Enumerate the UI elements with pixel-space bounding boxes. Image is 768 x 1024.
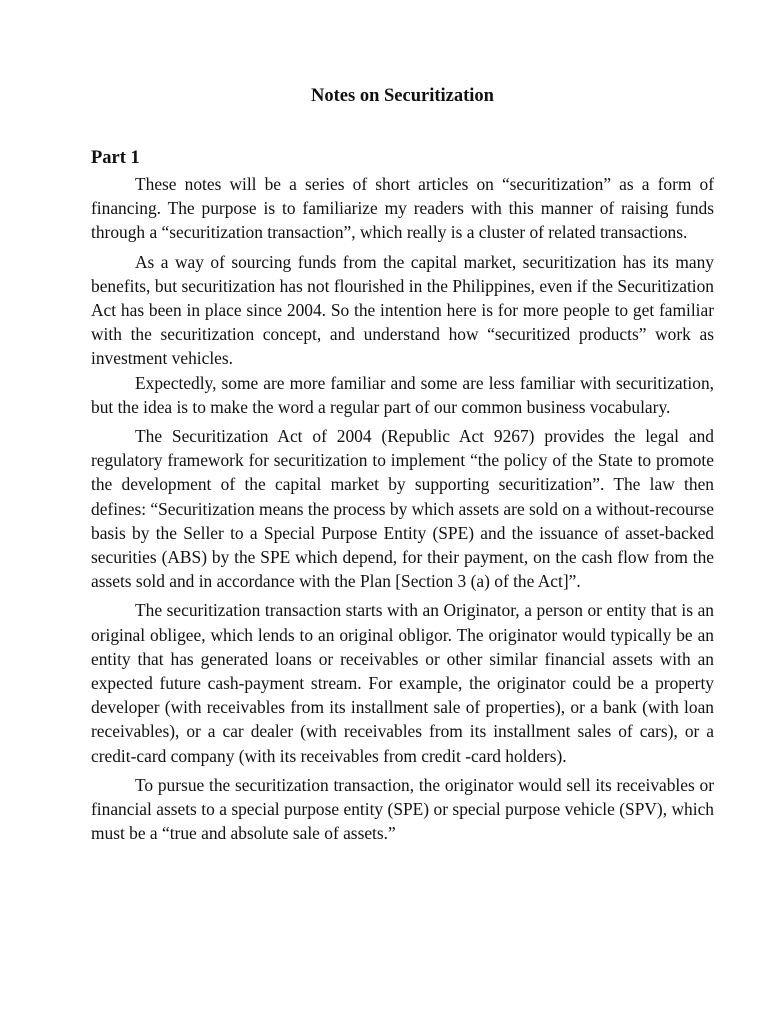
paragraph-familiarity: Expectedly, some are more familiar and some are less familiar with securitization, but the idea is to make the word a regular part of our common business vocabulary. — [91, 372, 714, 417]
part-heading: Part 1 — [91, 148, 140, 168]
document-page — [91, 84, 714, 850]
paragraph-sale-to-spe: To pursue the securitization transaction, the originator would sell its receivables or financial assets to a special purpose entity (SPE) or special purpose vehicle (SPV), which must be a “true and absolute sale of assets.” — [91, 774, 714, 844]
paragraph-benefits: As a way of sourcing funds from the capital market, securitization has its many benefits, but securitization has not flourished in the Philippines, even if the Securitization Act has been in place since 2004. So the intention here is for more people to get familiar with the securitization concept, and understand how “securitized products” work as investment vehicles. — [91, 251, 714, 369]
document-title: Notes on Securitization — [311, 86, 494, 106]
paragraph-originator: The securitization transaction starts with an Originator, a person or entity that is an original obligee, which lends to an original obligor. The originator would typically be an entity that has generated loans or receivables or other similar financial assets with an expected future cash-payment stream. For example, the originator could be a property developer (with receivables from its installment sale of properties), or a bank (with loan receivables), or a car dealer (with receivables from its installment sales of cars), or a credit-card company (with its receivables from credit -card holders). — [91, 600, 714, 766]
paragraph-securitization-act: The Securitization Act of 2004 (Republic Act 9267) provides the legal and regulatory framework for securitization to implement “the policy of the State to promote the development of the capital market by supporting securitization”. The law then defines: “Securitization means the process by which assets are sold on a without-recourse basis by the Seller to a Special Purpose Entity (SPE) and the issuance of asset-backed securities (ABS) by the SPE which depend, for their payment, on the cash flow from the assets sold and in accordance with the Plan [Section 3 (a) of the Act]”. — [91, 426, 714, 592]
paragraph-intro: These notes will be a series of short articles on “securitization” as a form of financing. The purpose is to familiarize my readers with this manner of raising funds through a “securitization transaction”, which really is a cluster of related transactions. — [91, 174, 714, 243]
